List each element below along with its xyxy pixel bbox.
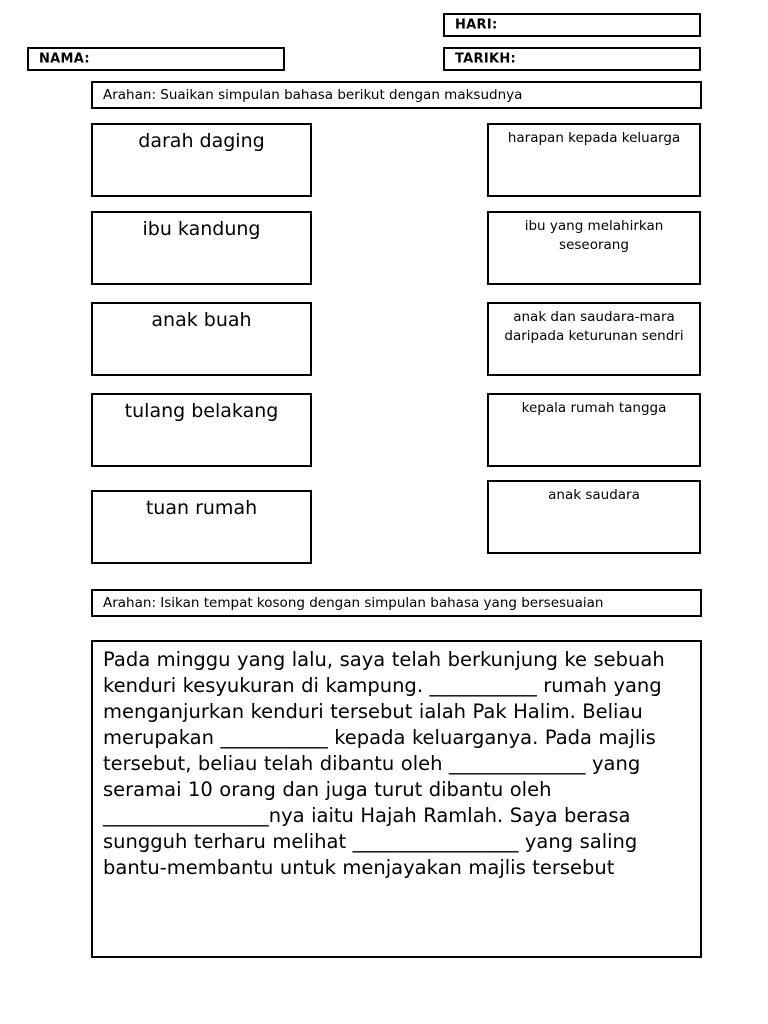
meaning-box[interactable] (487, 302, 701, 376)
term-box[interactable] (91, 123, 312, 197)
hari-field[interactable] (443, 13, 701, 37)
instruction-box-2 (91, 589, 702, 617)
instruction-text-1: Arahan: Suaikan simpulan bahasa berikut dengan maksudnya (103, 87, 523, 103)
tarikh-label: TARIKH: (455, 51, 517, 67)
term-text: ibu kandung (142, 218, 261, 240)
passage-text: Pada minggu yang lalu, saya telah berkunjung ke sebuah kenduri kesyukuran di kampung. ___________ rumah yang menganjurkan kenduri tersebut ialah Pak Halim. Beliau merupakan ___________ kepada keluarganya. Pada majlis tersebut, beliau telah dibantu oleh ______________ yang seramai 10 orang dan juga turut dibantu oleh _________________nya iaitu Hajah Ramlah. Saya berasa sungguh terharu melihat _________________ yang saling bantu-membantu untuk menjayakan majlis tersebut (103, 648, 665, 879)
passage-box[interactable] (91, 640, 702, 958)
nama-label: NAMA: (39, 51, 90, 67)
tarikh-field[interactable] (443, 47, 701, 71)
meaning-box[interactable] (487, 480, 701, 554)
hari-label: HARI: (455, 17, 498, 33)
meaning-text: ibu yang melahirkan seseorang (524, 218, 664, 253)
term-box[interactable] (91, 490, 312, 564)
meaning-box[interactable] (487, 123, 701, 197)
term-text: tuan rumah (145, 497, 258, 519)
instruction-text-2: Arahan: Isikan tempat kosong dengan simpulan bahasa yang bersesuaian (103, 595, 604, 611)
term-text: tulang belakang (124, 400, 279, 422)
meaning-text: kepala rumah tangga (521, 400, 667, 416)
term-box[interactable] (91, 393, 312, 467)
term-text: anak buah (151, 309, 252, 331)
meaning-text: harapan kepada keluarga (507, 130, 681, 146)
meaning-box[interactable] (487, 393, 701, 467)
instruction-box-1 (91, 81, 702, 109)
term-box[interactable] (91, 211, 312, 285)
meaning-text: anak saudara (548, 487, 640, 503)
meaning-text: anak dan saudara-mara daripada keturunan sendri (504, 309, 684, 344)
term-box[interactable] (91, 302, 312, 376)
term-text: darah daging (138, 130, 265, 152)
meaning-box[interactable] (487, 211, 701, 285)
nama-field[interactable] (27, 47, 285, 71)
